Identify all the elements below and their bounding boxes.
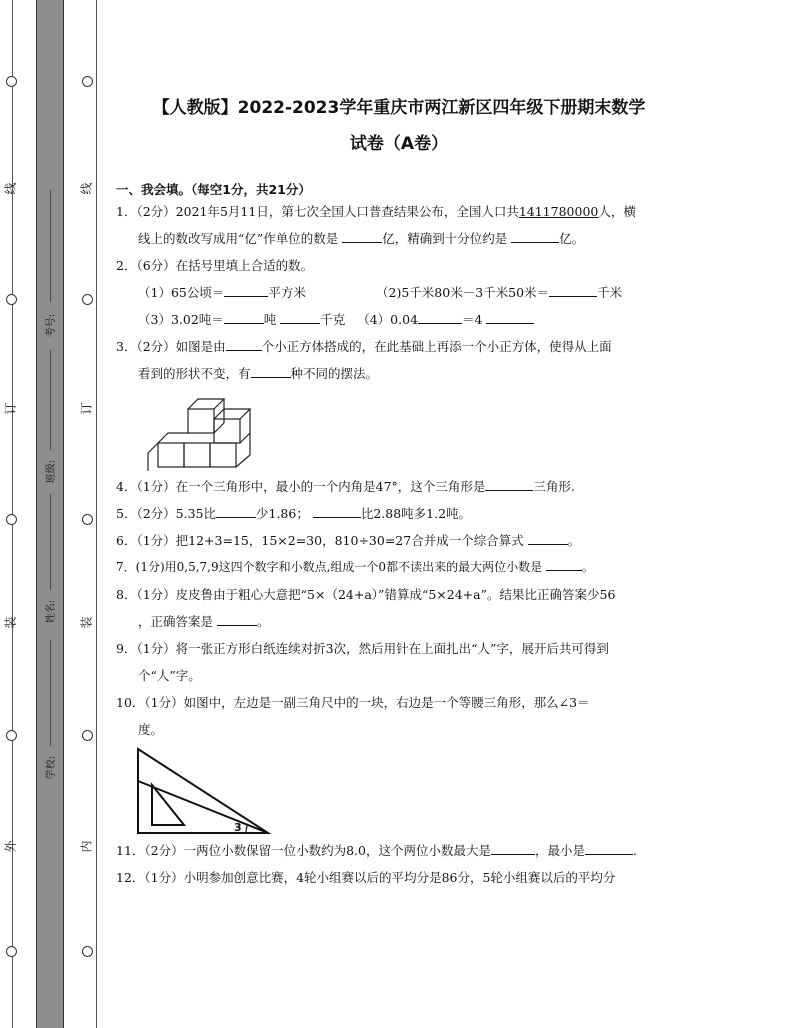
gutter-char: 装: [3, 616, 18, 629]
question-3: 3．（2分）如图是由 个小正方体搭成的，在此基础上再添一个小正方体，使得从上面: [116, 333, 682, 360]
gutter-char: 订: [79, 402, 94, 415]
answer-blank[interactable]: [226, 336, 262, 351]
binding-hole: [82, 294, 93, 305]
question-1-line2: 线上的数改写成用“亿”作单位的数是 亿，精确到十分位约是 亿。: [116, 225, 682, 252]
binding-hole: [82, 946, 93, 957]
gutter-label-school: 学校:: [46, 755, 58, 780]
question-9: 9．（1分）将一张正方形白纸连续对折3次，然后用针在上面扎出“人”字，展开后共可得到: [116, 641, 609, 656]
question-11: 11．（2分）一两位小数保留一位小数约为8.0，这个两位小数最大是 ，最小是 .: [116, 837, 682, 864]
section-heading: 一、我会填。（每空1分，共21分）: [116, 182, 311, 197]
answer-blank[interactable]: [486, 309, 534, 324]
question-5: 5．（2分）5.35比 少1.86； 比2.88吨多1.2吨。: [116, 500, 682, 527]
gutter-label-name: 姓名:: [46, 599, 58, 624]
angle-label: 3: [234, 821, 242, 834]
question-1: 1．（2分）2021年5月11日，第七次全国人口普查结果公布，全国人口共1411780000人，横: [116, 204, 636, 219]
question-7: 7．(1分)用0,5,7,9这四个数字和小数点,组成一个0都不读出来的最大两位小数是 。: [116, 554, 682, 581]
answer-blank[interactable]: [546, 556, 582, 571]
answer-blank[interactable]: [216, 503, 256, 518]
gutter-label-exam-no: 考号:: [46, 313, 58, 338]
question-8: 8．（1分）皮皮鲁由于粗心大意把“5×（24+a）”错算成“5×24+a”。结果比正确答案少56: [116, 587, 616, 602]
answer-blank[interactable]: [342, 228, 382, 243]
question-8-line2: ，正确答案是 。: [116, 608, 682, 635]
gutter-inner-line: [96, 0, 97, 1028]
exam-content: [116, 90, 682, 891]
answer-blank[interactable]: [224, 309, 264, 324]
question-4: 4．（1分）在一个三角形中，最小的一个内角是47°，这个三角形是 三角形.: [116, 473, 682, 500]
exam-no-line[interactable]: [50, 190, 51, 302]
answer-blank[interactable]: [528, 530, 568, 545]
gutter-char: 装: [79, 616, 94, 629]
question-2-row2: （3）3.02吨＝ 吨 千克 （4）0.04 ＝4: [116, 306, 682, 333]
gutter-char: 线: [79, 182, 94, 195]
answer-blank[interactable]: [511, 228, 559, 243]
binding-hole: [82, 514, 93, 525]
school-line[interactable]: [50, 640, 51, 746]
binding-hole: [6, 294, 17, 305]
question-3-line2: 看到的形状不变，有 种不同的摆法。: [116, 360, 682, 387]
question-6: 6．（1分）把12+3=15，15×2=30，810÷30=27合并成一个综合算式 。: [116, 527, 682, 554]
answer-blank[interactable]: [549, 282, 597, 297]
question-10: 10．（1分）如图中，左边是一副三角尺中的一块，右边是一个等腰三角形，那么∠3＝: [116, 695, 590, 710]
answer-blank[interactable]: [313, 503, 361, 518]
gutter-char: 线: [3, 182, 18, 195]
answer-blank[interactable]: [491, 840, 535, 855]
answer-blank[interactable]: [585, 840, 633, 855]
binding-hole: [6, 76, 17, 87]
binding-hole: [6, 946, 17, 957]
question-12: 12．（1分）小明参加创意比赛，4轮小组赛以后的平均分是86分，5轮小组赛以后的平均分: [116, 870, 616, 885]
name-line[interactable]: [50, 494, 51, 590]
page-title-line2: 试卷（A卷）: [349, 134, 449, 154]
answer-blank[interactable]: [224, 282, 268, 297]
gutter-label-class: 班级:: [46, 459, 58, 484]
binding-hole: [6, 730, 17, 741]
gutter-char: 订: [3, 402, 18, 415]
question-9-line2: 个“人”字。: [138, 668, 201, 683]
gutter-char: 外: [3, 840, 18, 853]
binding-hole: [6, 514, 17, 525]
triangle-figure: [134, 745, 274, 837]
gutter-char: 内: [79, 840, 94, 853]
answer-blank[interactable]: [485, 476, 533, 491]
answer-blank[interactable]: [280, 309, 320, 324]
binding-hole: [82, 730, 93, 741]
question-10-line2: 度。: [138, 722, 164, 737]
answer-blank[interactable]: [217, 611, 257, 626]
binding-gutter: [0, 0, 110, 1028]
question-2-row1: （1）65公顷＝ 平方米 （2)5千米80米－3千米50米＝ 千米: [116, 279, 682, 306]
class-line[interactable]: [50, 350, 51, 450]
cube-figure: [132, 391, 252, 471]
question-2: 2．（6分）在括号里填上合适的数。: [116, 258, 314, 273]
answer-blank[interactable]: [251, 363, 291, 378]
answer-blank[interactable]: [418, 309, 462, 324]
binding-hole: [82, 76, 93, 87]
page-title-line1: 【人教版】2022-2023学年重庆市两江新区四年级下册期末数学: [152, 98, 646, 118]
